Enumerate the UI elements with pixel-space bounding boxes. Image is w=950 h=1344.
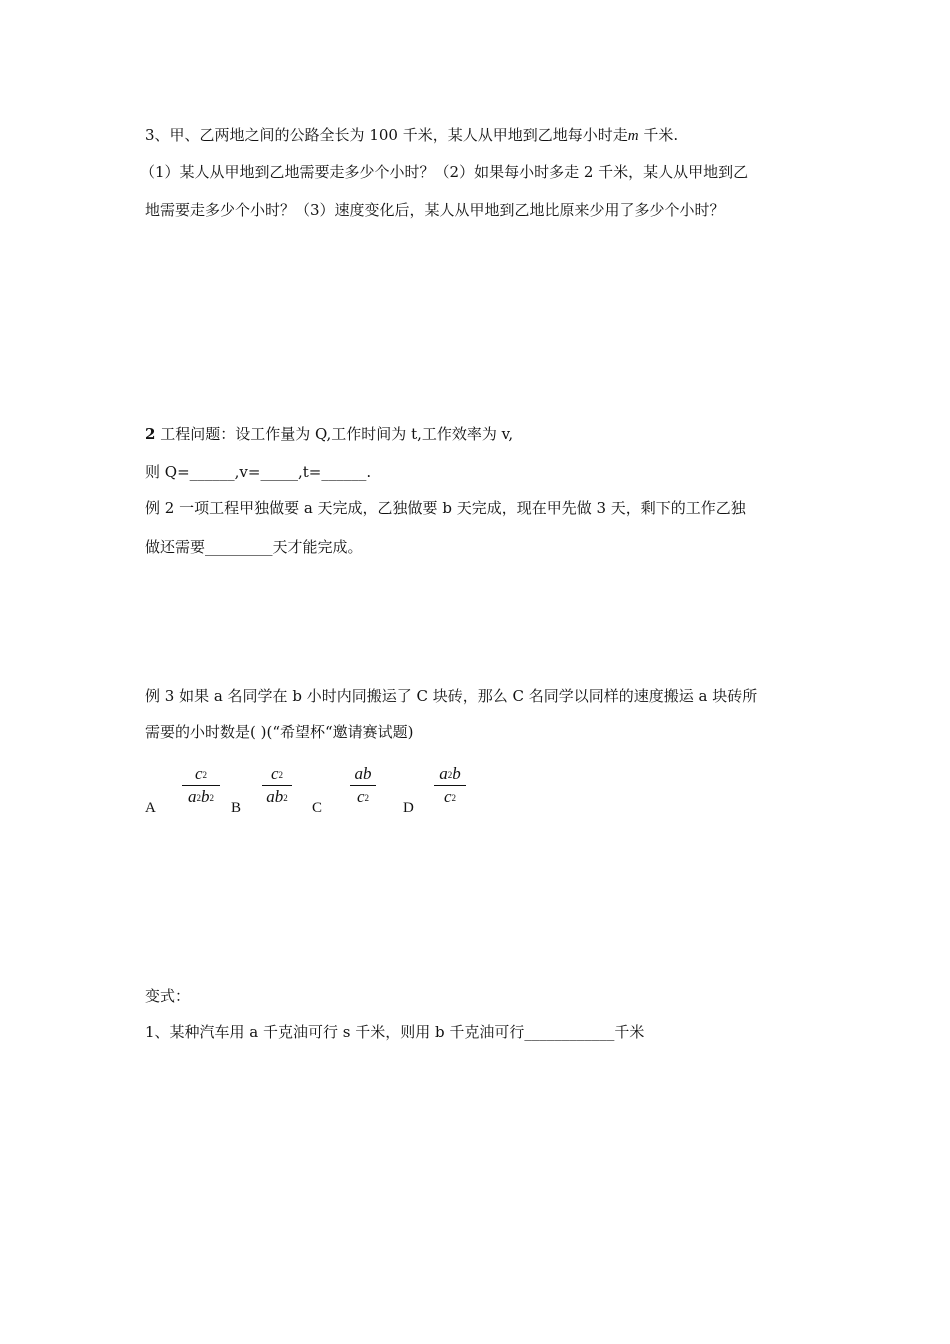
option-d-fraction: [434, 764, 466, 807]
problem-3-suffix: 千米.: [643, 126, 679, 144]
variant-heading: 变式：: [145, 987, 191, 1005]
option-a-denominator: $a^2b^2$: [188, 787, 214, 806]
option-d-numerator: $a^2b$: [439, 764, 461, 783]
problem-3-questions-line1: （1）某人从甲地到乙地需要走多少个小时？（2）如果每小时多走 2 千米，某人从甲地到乙: [140, 163, 749, 181]
fraction-bar: [182, 785, 220, 786]
option-b-numerator: $c^2$: [270, 764, 284, 783]
fraction-bar: [434, 785, 466, 786]
problem-3-statement: [145, 125, 678, 146]
option-a-label: A: [145, 800, 156, 816]
section-2-heading-text: 工程问题：设工作量为 Q,工作时间为 t,工作效率为 v,: [160, 425, 514, 443]
example-2-prefix: 做还需要: [145, 538, 206, 556]
example-3-line2: 需要的小时数是( )(“希望杯“邀请赛试题): [145, 723, 414, 741]
example-2-suffix: 天才能完成。: [272, 538, 363, 556]
option-b-label: B: [231, 800, 242, 816]
formula-t: ,t=: [297, 463, 322, 481]
formula-v: ,v=: [234, 463, 261, 481]
blank-t: ______: [321, 463, 367, 481]
option-c-fraction: [350, 764, 376, 807]
formula-end: .: [366, 463, 372, 481]
variant-item-1-suffix: 千米: [614, 1023, 645, 1041]
option-a-fraction: [182, 764, 220, 807]
blank-v: _____: [260, 463, 298, 481]
option-b-fraction: [262, 764, 292, 807]
example-2-blank: _________: [205, 538, 273, 556]
option-b-denominator: $ab^2$: [266, 787, 288, 806]
option-c-label: C: [312, 800, 323, 816]
option-c-numerator: ab: [354, 764, 372, 783]
fraction-bar: [350, 785, 376, 786]
blank-q: ______: [189, 463, 235, 481]
problem-3-prefix: 3、甲、乙两地之间的公路全长为 100 千米，某人从甲地到乙地每小时走: [145, 126, 628, 144]
option-d-denominator: $c^2$: [443, 787, 457, 806]
fraction-bar: [262, 785, 292, 786]
example-3-line1: 例 3 如果 a 名同学在 b 小时内同搬运了 C 块砖，那么 C 名同学以同样的速度搬运 a 块砖所: [145, 687, 758, 705]
problem-3-questions-line2: 地需要走多少个小时？（3）速度变化后，某人从甲地到乙地比原来少用了多少个小时？: [145, 201, 725, 219]
variant-item-1-prefix: 1、某种汽车用 a 千克油可行 s 千米，则用 b 千克油可行: [145, 1023, 525, 1041]
section-2-heading: [145, 424, 513, 444]
formula-prefix: 则 Q=: [145, 463, 190, 481]
example-2-line2: [145, 537, 363, 557]
variant-item-1: [145, 1022, 644, 1042]
option-a-numerator: $c^2$: [194, 764, 208, 783]
section-2-number: 2: [145, 425, 156, 443]
option-c-denominator: $c^2$: [356, 787, 370, 806]
option-d-label: D: [403, 800, 414, 816]
variable-m: m: [627, 128, 639, 144]
example-2-line1: 例 2 一项工程甲独做要 a 天完成，乙独做要 b 天完成，现在甲先做 3 天，剩下的工作乙独: [145, 499, 746, 517]
variant-item-1-blank: ____________: [524, 1023, 615, 1041]
section-2-formula: [145, 462, 371, 482]
